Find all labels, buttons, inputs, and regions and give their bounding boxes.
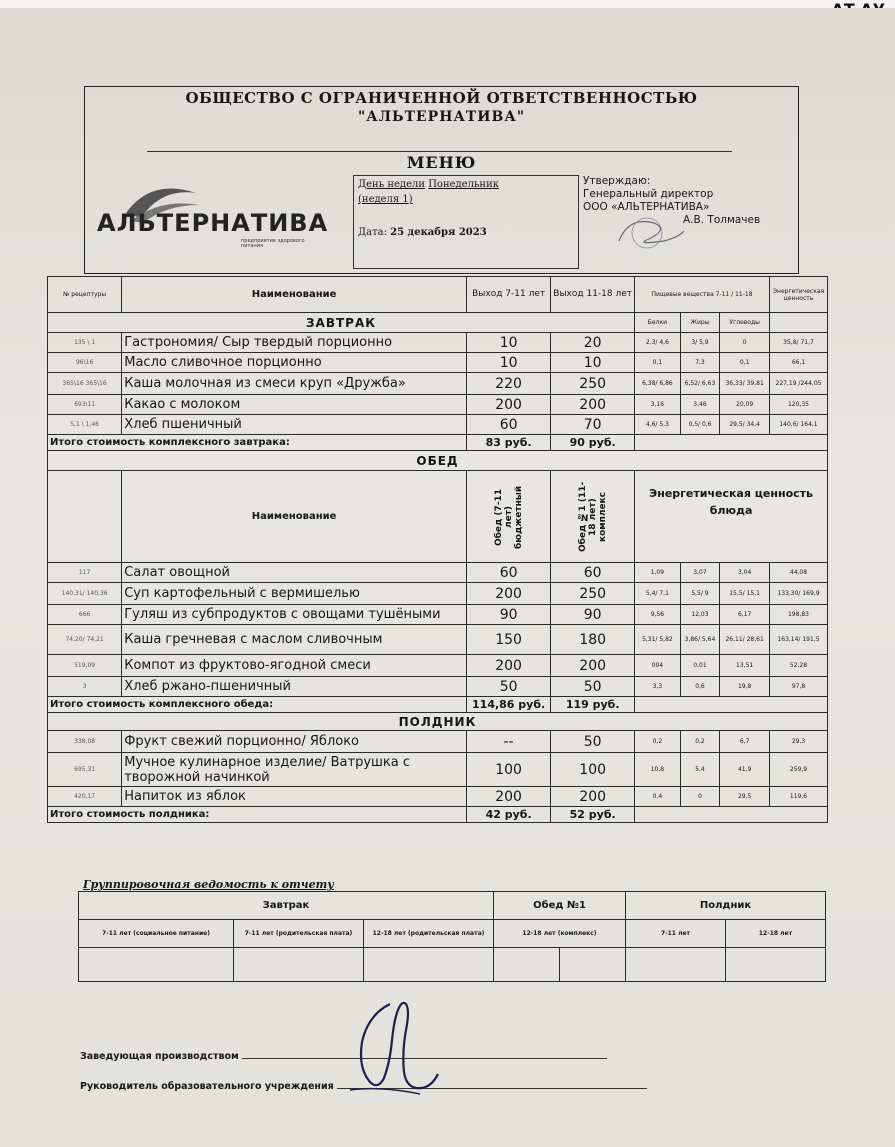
portion-11-18: 70	[551, 415, 635, 435]
portion-11-18: 200	[551, 395, 635, 415]
protein-value: 5,4/ 7,1	[635, 583, 681, 605]
carb-value: 3,04	[720, 563, 770, 583]
portion-11-18: 60	[551, 563, 635, 583]
portion-11-18: 50	[551, 677, 635, 697]
dish-name: Компот из фруктово-ягодной смеси	[122, 655, 467, 677]
fat-value: 3,86/ 5,64	[680, 625, 720, 655]
header-recipe-number: № рецептуры	[48, 277, 122, 313]
carb-value: 0	[720, 333, 770, 353]
lunch-header-row	[48, 471, 828, 563]
approve-line3: ООО «АЛЬТЕРНАТИВА»	[583, 201, 710, 213]
grouping-empty-row	[79, 948, 826, 982]
portion-11-18: 180	[551, 625, 635, 655]
header-energy: Энергетическая ценность	[769, 277, 827, 313]
snack-row	[48, 787, 828, 807]
header-name: Наименование	[122, 277, 467, 313]
energy-value: 97,8	[769, 677, 827, 697]
lunch-total-row	[48, 697, 828, 713]
protein-value: 0,1	[635, 353, 681, 373]
grouping-c5: 7-11 лет	[626, 920, 726, 948]
date-label: Дата:	[358, 227, 387, 238]
portion-7-11: 200	[467, 395, 551, 415]
breakfast-total-blank	[635, 435, 828, 451]
header-nutrients: Пищевые вещества 7-11 / 11-18	[635, 277, 770, 313]
director-stamp-signature	[609, 211, 689, 251]
header-output-7-11: Выход 7-11 лет	[467, 277, 551, 313]
lunch-row	[48, 563, 828, 583]
grouping-c6: 12-18 лет	[726, 920, 826, 948]
dish-name: Каша молочная из смеси круп «Дружба»	[122, 373, 467, 395]
energy-value: 120,35	[769, 395, 827, 415]
week-number: (неделя 1)	[358, 194, 413, 205]
fat-value: 0,01	[680, 655, 720, 677]
fat-value: 3/ 5,9	[680, 333, 720, 353]
portion-11-18: 50	[551, 731, 635, 753]
lunch-row	[48, 625, 828, 655]
breakfast-row	[48, 373, 828, 395]
dish-name: Фрукт свежий порционно/ Яблоко	[122, 731, 467, 753]
protein-value: 6,38/ 6,86	[635, 373, 681, 395]
breakfast-title: ЗАВТРАК	[48, 313, 635, 333]
lunch-total-label: Итого стоимость комплексного обеда:	[48, 697, 467, 713]
dish-name: Мучное кулинарное изделие/ Ватрушка с творожной начинкой	[122, 753, 467, 787]
lunch-row	[48, 605, 828, 625]
grouping-snack: Полдник	[626, 892, 826, 920]
protein-value: 3,16	[635, 395, 681, 415]
energy-value: 140,6/ 164,1	[769, 415, 827, 435]
portion-7-11: 90	[467, 605, 551, 625]
logo-subtitle: предприятие здорового питания	[241, 238, 305, 249]
dish-name: Салат овощной	[122, 563, 467, 583]
recipe-code: 519,09	[48, 655, 122, 677]
dish-name: Суп картофельный с вермишелью	[122, 583, 467, 605]
lunch-title: ОБЕД	[48, 451, 828, 471]
protein-value: 004	[635, 655, 681, 677]
recipe-code: 96\16	[48, 353, 122, 373]
portion-7-11: 150	[467, 625, 551, 655]
snack-total-11-18: 52 руб.	[551, 807, 635, 823]
carb-value: 20,09	[720, 395, 770, 415]
energy-value: 52,28	[769, 655, 827, 677]
lunch-row	[48, 655, 828, 677]
snack-row	[48, 731, 828, 753]
protein-label: Белки	[635, 313, 681, 333]
breakfast-rows	[48, 333, 828, 435]
carb-value: 29,5	[720, 787, 770, 807]
production-label: Заведующая производством	[80, 1051, 239, 1062]
energy-value: 29,3	[769, 731, 827, 753]
energy-value: 133,30/ 169,9	[769, 583, 827, 605]
portion-7-11: 10	[467, 353, 551, 373]
grouping-c1: 7-11 лет (социальное питание)	[79, 920, 234, 948]
grouping-empty-cell	[79, 948, 234, 982]
dish-name: Хлеб пшеничный	[122, 415, 467, 435]
breakfast-total-7-11: 83 руб.	[467, 435, 551, 451]
dish-name: Какао с молоком	[122, 395, 467, 415]
protein-value: 10,8	[635, 753, 681, 787]
grouping-empty-cell	[726, 948, 826, 982]
carb-value: 36,33/ 39,81	[720, 373, 770, 395]
carb-value: 26,11/ 28,61	[720, 625, 770, 655]
fat-value: 3,46	[680, 395, 720, 415]
carb-value: 19,8	[720, 677, 770, 697]
lunch-header-b-cell	[551, 471, 635, 563]
lunch-header-a: Обед (7-11 лет) бюджетный	[493, 484, 524, 549]
energy-value: 163,14/ 191,5	[769, 625, 827, 655]
carb-value: 15,5/ 15,1	[720, 583, 770, 605]
grouping-empty-cell	[559, 948, 625, 982]
fat-value: 0,2	[680, 731, 720, 753]
breakfast-row	[48, 415, 828, 435]
snack-title: ПОЛДНИК	[48, 713, 828, 731]
energy-value: 44,08	[769, 563, 827, 583]
header-divider	[147, 151, 732, 152]
snack-total-row	[48, 807, 828, 823]
portion-11-18: 100	[551, 753, 635, 787]
recipe-code: 338,08	[48, 731, 122, 753]
recipe-code: 135 \ 1	[48, 333, 122, 353]
lunch-header-a-cell	[467, 471, 551, 563]
breakfast-row	[48, 395, 828, 415]
protein-value: 3,3	[635, 677, 681, 697]
snack-row	[48, 753, 828, 787]
header-output-11-18: Выход 11-18 лет	[551, 277, 635, 313]
portion-7-11: 200	[467, 583, 551, 605]
menu-title: МЕНЮ	[406, 153, 477, 172]
handwritten-signature	[320, 990, 460, 1100]
energy-value: 35,8/ 71,7	[769, 333, 827, 353]
energy-blank	[769, 313, 827, 333]
dish-name: Масло сливочное порционно	[122, 353, 467, 373]
date-value: 25 декабря 2023	[390, 227, 487, 238]
energy-value: 119,6	[769, 787, 827, 807]
portion-11-18: 200	[551, 787, 635, 807]
company-logo	[91, 183, 346, 267]
org-name-line2: "АЛЬТЕРНАТИВА"	[357, 109, 526, 125]
portion-7-11: 60	[467, 563, 551, 583]
lunch-rows	[48, 563, 828, 697]
grouping-c4: 12-18 лет (комплекс)	[494, 920, 626, 948]
carb-value: 6,7	[720, 731, 770, 753]
grouping-title: Группировочная ведомость к отчету	[83, 878, 334, 891]
protein-value: 0,2	[635, 731, 681, 753]
fat-value: 6,52/ 6,63	[680, 373, 720, 395]
lunch-header-b: Обед №1 (11-18 лет) комплекс	[577, 481, 608, 552]
fat-label: Жиры	[680, 313, 720, 333]
breakfast-row	[48, 353, 828, 373]
recipe-code: 365\16 365\16	[48, 373, 122, 395]
dish-name: Напиток из яблок	[122, 787, 467, 807]
recipe-code: 140,31/ 140,36	[48, 583, 122, 605]
carb-value: 41,9	[720, 753, 770, 787]
logo-text: АЛЬТЕРНАТИВА	[97, 209, 329, 237]
document-header	[84, 86, 799, 274]
grouping-header-row	[79, 892, 826, 920]
breakfast-total-label: Итого стоимость комплексного завтрака:	[48, 435, 467, 451]
grouping-subheader-row	[79, 920, 826, 948]
snack-section-row	[48, 713, 828, 731]
protein-value: 1,09	[635, 563, 681, 583]
lunch-header-energy: Энергетическая ценность блюда	[635, 471, 828, 563]
snack-total-label: Итого стоимость полдника:	[48, 807, 467, 823]
grouping-empty-cell	[494, 948, 560, 982]
recipe-code: 117	[48, 563, 122, 583]
table-header-row	[48, 277, 828, 313]
carb-value: 29,5/ 34,4	[720, 415, 770, 435]
fat-value: 0,5/ 0,6	[680, 415, 720, 435]
carb-value: 0,1	[720, 353, 770, 373]
grouping-c2: 7-11 лет (родительская плата)	[234, 920, 364, 948]
school-label: Руководитель образовательного учреждения	[80, 1081, 334, 1092]
fat-value: 5,5/ 9	[680, 583, 720, 605]
grouping-empty-cell	[626, 948, 726, 982]
carb-value: 6,17	[720, 605, 770, 625]
portion-11-18: 20	[551, 333, 635, 353]
fat-value: 5,4	[680, 753, 720, 787]
breakfast-section-row	[48, 313, 828, 333]
approval-block	[579, 175, 797, 267]
recipe-code: 420,17	[48, 787, 122, 807]
fat-value: 0,6	[680, 677, 720, 697]
lunch-total-blank	[635, 697, 828, 713]
portion-7-11: 10	[467, 333, 551, 353]
energy-value: 227,19 /244,05	[769, 373, 827, 395]
recipe-code: 5,1 \ 1,46	[48, 415, 122, 435]
menu-table	[47, 276, 828, 823]
recipe-code: 693\11	[48, 395, 122, 415]
approve-line4: А.В. Толмачев	[683, 214, 761, 226]
lunch-total-7-11: 114,86 руб.	[467, 697, 551, 713]
breakfast-total-row	[48, 435, 828, 451]
fat-value: 12,03	[680, 605, 720, 625]
fat-value: 3,07	[680, 563, 720, 583]
recipe-code: 666	[48, 605, 122, 625]
recipe-code: 74,20/ 74,21	[48, 625, 122, 655]
energy-value: 259,9	[769, 753, 827, 787]
recipe-code: 695,31	[48, 753, 122, 787]
day-info-box	[353, 175, 579, 269]
approve-line1: Утверждаю:	[583, 175, 651, 187]
energy-value: 198,83	[769, 605, 827, 625]
portion-7-11: 50	[467, 677, 551, 697]
protein-value: 4,6/ 5,3	[635, 415, 681, 435]
portion-7-11: --	[467, 731, 551, 753]
fat-value: 7,3	[680, 353, 720, 373]
protein-value: 9,56	[635, 605, 681, 625]
carb-label: Углеводы	[720, 313, 770, 333]
snack-total-blank	[635, 807, 828, 823]
grouping-breakfast: Завтрак	[79, 892, 494, 920]
snack-rows	[48, 731, 828, 807]
portion-7-11: 100	[467, 753, 551, 787]
portion-7-11: 220	[467, 373, 551, 395]
protein-value: 0,4	[635, 787, 681, 807]
breakfast-row	[48, 333, 828, 353]
lunch-row	[48, 583, 828, 605]
recipe-code: 3	[48, 677, 122, 697]
grouping-table	[78, 891, 826, 982]
dish-name: Гастрономия/ Сыр твердый порционно	[122, 333, 467, 353]
grouping-c3: 12-18 лет (родительская плата)	[364, 920, 494, 948]
lunch-header-code	[48, 471, 122, 563]
portion-11-18: 250	[551, 373, 635, 395]
portion-11-18: 90	[551, 605, 635, 625]
breakfast-total-11-18: 90 руб.	[551, 435, 635, 451]
dish-name: Гуляш из субпродуктов с овощами тушёными	[122, 605, 467, 625]
protein-value: 2,3/ 4,6	[635, 333, 681, 353]
dish-name: Хлеб ржано-пшеничный	[122, 677, 467, 697]
portion-7-11: 200	[467, 787, 551, 807]
portion-7-11: 200	[467, 655, 551, 677]
lunch-row	[48, 677, 828, 697]
approve-line2: Генеральный директор	[583, 188, 714, 200]
portion-11-18: 250	[551, 583, 635, 605]
protein-value: 5,31/ 5,82	[635, 625, 681, 655]
grouping-lunch: Обед №1	[494, 892, 626, 920]
carb-value: 13,51	[720, 655, 770, 677]
dish-name: Каша гречневая с маслом сливочным	[122, 625, 467, 655]
org-name-line1: ОБЩЕСТВО С ОГРАНИЧЕННОЙ ОТВЕТСТВЕННОСТЬЮ	[185, 89, 698, 107]
snack-total-7-11: 42 руб.	[467, 807, 551, 823]
portion-11-18: 10	[551, 353, 635, 373]
grouping-empty-cell	[364, 948, 494, 982]
lunch-header-name: Наименование	[122, 471, 467, 563]
fat-value: 0	[680, 787, 720, 807]
day-label: День недели	[358, 179, 426, 190]
portion-7-11: 60	[467, 415, 551, 435]
energy-value: 66,1	[769, 353, 827, 373]
lunch-total-11-18: 119 руб.	[551, 697, 635, 713]
grouping-empty-cell	[234, 948, 364, 982]
day-value: Понедельник	[428, 179, 499, 190]
lunch-section-row	[48, 451, 828, 471]
portion-11-18: 200	[551, 655, 635, 677]
